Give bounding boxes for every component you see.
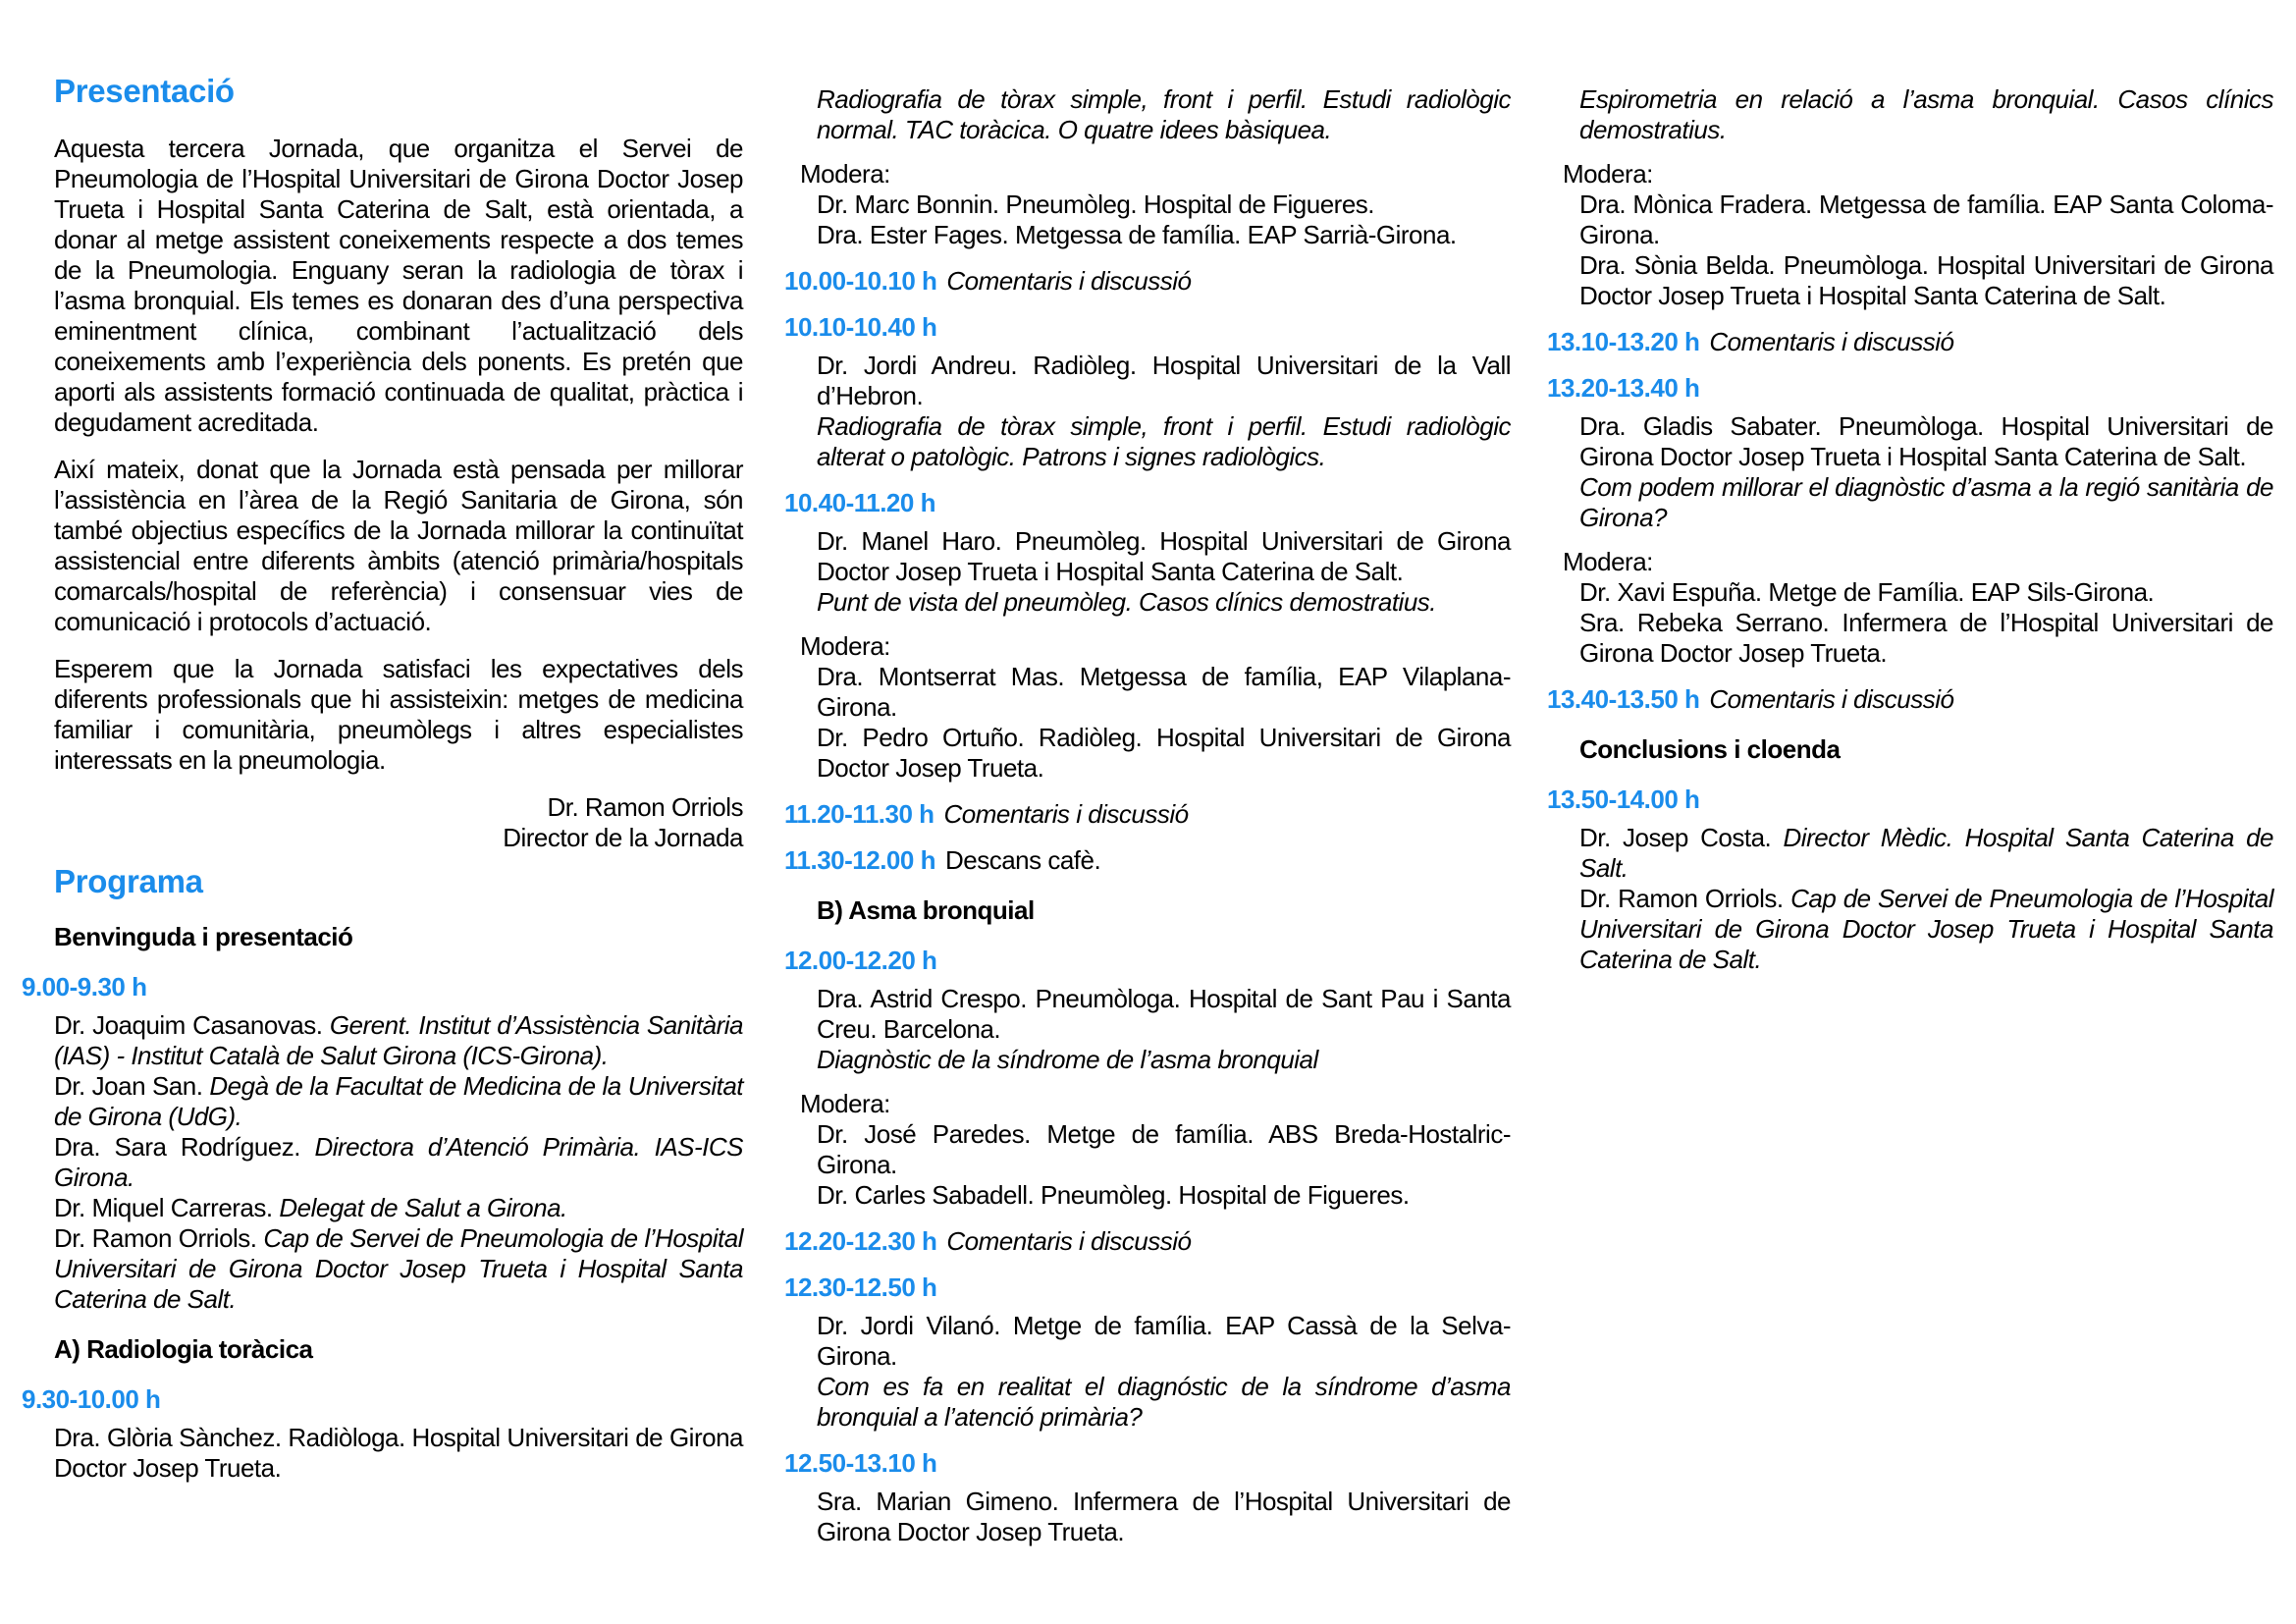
time-label-1320-1340 bbox=[1547, 373, 2273, 404]
talk-title: Punt de vista del pneumòleg. Casos clínics demostratius. bbox=[817, 587, 1437, 617]
intro-paragraph-1: Aquesta tercera Jornada, que organitza el Servei de Pneumologia de l’Hospital Universitari de Girona Doctor Josep Trueta i Hospital Santa Caterina de Salt, està orientada, a donar al metge assistent coneixements respecte a dos temes de la Pneumologia. Enguany seran la radiologia de tòrax i l’asma bronquial. Els temes es donaran des d’una perspectiva eminentment clínica, combinant l’actualització dels coneixements amb l’experiència dels ponents. Es pretén que aporti als assistents formació continuada de qualitat, pràctica i degudament acreditada. bbox=[54, 134, 743, 437]
speaker-name: Dr. Ramon Orriols. bbox=[1579, 884, 1791, 913]
program-entry: Dra. Glòria Sànchez. Radiòloga. Hospital Universitari de Girona Doctor Josep Trueta. bbox=[54, 1423, 743, 1483]
time-label-1000-1010 bbox=[784, 266, 1511, 297]
signature-block bbox=[54, 792, 743, 853]
time-text: 10.00-10.10 h bbox=[784, 266, 937, 296]
time-text: 9.00-9.30 h bbox=[22, 972, 147, 1001]
signature-name: Dr. Ramon Orriols bbox=[547, 792, 743, 822]
talk-title: Com es fa en realitat el diagnóstic de la síndrome d’asma bronquial a l’atenció primària? bbox=[817, 1372, 1511, 1432]
speaker-name: Dra. Sara Rodríguez. bbox=[54, 1132, 315, 1162]
break-note: Descans cafè. bbox=[944, 845, 1101, 875]
time-label-1350-1400 bbox=[1547, 785, 2273, 815]
program-entry bbox=[54, 1010, 743, 1071]
program-entry: Dra. Astrid Crespo. Pneumòloga. Hospital de Sant Pau i Santa Creu. Barcelona. bbox=[817, 984, 1511, 1044]
speaker-name: Dr. Miquel Carreras. bbox=[54, 1193, 280, 1222]
intro-paragraph-2: Així mateix, donat que la Jornada està pensada per millorar l’assistència en l’àrea de la Regió Sanitaria de Girona, són també objectius específics de la Jornada millorar la continuïtat assistencial entre diferents àmbits (atenció primària/hospitals comarcals/hospital de referència) i consensuar vies de comunicació i protocols d’actuació. bbox=[54, 455, 743, 636]
column-programa-mati bbox=[784, 0, 1511, 1547]
program-entry bbox=[1579, 823, 2273, 884]
discussion-note: Comentaris i discussió bbox=[946, 1226, 1192, 1256]
speaker-role: Gerent. Institut d’Assistència Sanitària (IAS) - Institut Català de Salut Girona (ICS-Girona). bbox=[54, 1010, 744, 1070]
column-programa-tarda bbox=[1547, 0, 2273, 975]
time-label-930-1000 bbox=[22, 1384, 743, 1415]
discussion-note: Comentaris i discussió bbox=[946, 266, 1192, 296]
moderator-entry: Dra. Mònica Fradera. Metgessa de família. EAP Santa Coloma-Girona. bbox=[1579, 189, 2273, 249]
time-text: 12.30-12.50 h bbox=[784, 1272, 937, 1302]
time-text: 12.50-13.10 h bbox=[784, 1448, 937, 1478]
subhead-radiologia-toracica: A) Radiologia toràcica bbox=[54, 1334, 313, 1364]
modera-label: Modera: bbox=[800, 159, 890, 189]
time-text: 13.50-14.00 h bbox=[1547, 785, 1700, 814]
subhead-conclusions: Conclusions i cloenda bbox=[1579, 734, 1841, 764]
moderator-entry: Dr. Carles Sabadell. Pneumòleg. Hospital de Figueres. bbox=[817, 1180, 1410, 1210]
speaker-role: Cap de Servei de Pneumologia de l’Hospital Universitari de Girona Doctor Josep Trueta i Hospital Santa Caterina de Salt. bbox=[1579, 884, 2273, 974]
subhead-asma-bronquial: B) Asma bronquial bbox=[817, 895, 1035, 925]
program-entry bbox=[54, 1071, 743, 1132]
intro-paragraph-3: Esperem que la Jornada satisfaci les expectatives dels diferents professionals que hi assisteixin: metges de medicina familiar i comunitària, pneumòlegs i altres especialistes interessats en la pneumologia. bbox=[54, 654, 743, 775]
time-text: 11.30-12.00 h bbox=[784, 845, 935, 875]
discussion-note: Comentaris i discussió bbox=[1709, 684, 1954, 714]
modera-label: Modera: bbox=[1563, 547, 1653, 576]
talk-title: Diagnòstic de la síndrome de l’asma bronquial bbox=[817, 1045, 1318, 1074]
speaker-name: Dr. Josep Costa. bbox=[1579, 823, 1784, 852]
time-text: 12.20-12.30 h bbox=[784, 1226, 937, 1256]
section-heading-presentacio: Presentació bbox=[54, 73, 235, 109]
time-text: 12.00-12.20 h bbox=[784, 946, 937, 975]
moderator-entry: Dr. Pedro Ortuño. Radiòleg. Hospital Universitari de Girona Doctor Josep Trueta. bbox=[817, 723, 1511, 783]
program-entry: Dr. Jordi Vilanó. Metge de família. EAP Cassà de la Selva-Girona. bbox=[817, 1311, 1511, 1371]
moderator-entry: Dr. Marc Bonnin. Pneumòleg. Hospital de Figueres. bbox=[817, 189, 1375, 219]
moderator-entry: Dra. Ester Fages. Metgessa de família. EAP Sarrià-Girona. bbox=[817, 220, 1457, 249]
time-text: 13.10-13.20 h bbox=[1547, 327, 1700, 356]
time-label-1340-1350 bbox=[1547, 684, 2273, 715]
speaker-role: Director Mèdic. Hospital Santa Caterina de Salt. bbox=[1579, 823, 2273, 883]
modera-label: Modera: bbox=[1563, 159, 1653, 189]
program-entry: Dra. Gladis Sabater. Pneumòloga. Hospital Universitari de Girona Doctor Josep Trueta i Hospital Santa Caterina de Salt. bbox=[1579, 411, 2273, 471]
time-text: 10.40-11.20 h bbox=[784, 488, 935, 517]
modera-label: Modera: bbox=[800, 1089, 890, 1118]
time-label-1130-1200 bbox=[784, 845, 1511, 876]
time-text: 13.40-13.50 h bbox=[1547, 684, 1700, 714]
time-text: 11.20-11.30 h bbox=[784, 799, 934, 829]
program-entry: Dr. Manel Haro. Pneumòleg. Hospital Universitari de Girona Doctor Josep Trueta i Hospital Santa Caterina de Salt. bbox=[817, 526, 1511, 586]
speaker-name: Dr. Ramon Orriols. bbox=[54, 1223, 264, 1253]
moderator-entry: Dr. José Paredes. Metge de família. ABS Breda-Hostalric-Girona. bbox=[817, 1119, 1511, 1179]
discussion-note: Comentaris i discussió bbox=[1709, 327, 1954, 356]
time-label-1010-1040 bbox=[784, 312, 1511, 343]
program-entry bbox=[54, 1132, 743, 1193]
time-label-1310-1320 bbox=[1547, 327, 2273, 357]
time-label-1040-1120 bbox=[784, 488, 1511, 518]
time-label-1250-1310 bbox=[784, 1448, 1511, 1479]
time-label-1220-1230 bbox=[784, 1226, 1511, 1257]
talk-title: Com podem millorar el diagnòstic d’asma a la regió sanitària de Girona? bbox=[1579, 472, 2273, 532]
program-entry bbox=[1579, 884, 2273, 975]
program-entry bbox=[54, 1193, 743, 1223]
talk-title-continuation: Espirometria en relació a l’asma bronquial. Casos clínics demostratius. bbox=[1579, 84, 2273, 144]
time-text: 10.10-10.40 h bbox=[784, 312, 937, 342]
program-entry: Sra. Marian Gimeno. Infermera de l’Hospital Universitari de Girona Doctor Josep Trueta. bbox=[817, 1487, 1511, 1546]
time-label-1230-1250 bbox=[784, 1272, 1511, 1303]
speaker-role: Delegat de Salut a Girona. bbox=[279, 1193, 567, 1222]
moderator-entry: Sra. Rebeka Serrano. Infermera de l’Hospital Universitari de Girona Doctor Josep Trueta. bbox=[1579, 608, 2273, 668]
moderator-entry: Dra. Montserrat Mas. Metgessa de família, EAP Vilaplana-Girona. bbox=[817, 662, 1511, 722]
time-text: 13.20-13.40 h bbox=[1547, 373, 1700, 403]
speaker-role: Cap de Servei de Pneumologia de l’Hospital Universitari de Girona Doctor Josep Trueta i Hospital Santa Caterina de Salt. bbox=[54, 1223, 743, 1314]
speaker-name: Dr. Joan San. bbox=[54, 1071, 210, 1101]
moderator-entry: Dr. Xavi Espuña. Metge de Família. EAP Sils-Girona. bbox=[1579, 577, 2155, 607]
time-text: 9.30-10.00 h bbox=[22, 1384, 161, 1414]
subhead-benvinguda: Benvinguda i presentació bbox=[54, 922, 353, 951]
column-presentacio-programa bbox=[22, 0, 743, 1484]
talk-title: Radiografia de tòrax simple, front i perfil. Estudi radiològic alterat o patològic. Patrons i signes radiològics. bbox=[817, 411, 1511, 471]
talk-title-continuation: Radiografia de tòrax simple, front i perfil. Estudi radiològic normal. TAC toràcica. O quatre idees bàsiquea. bbox=[817, 84, 1511, 144]
time-label-1120-1130 bbox=[784, 799, 1511, 830]
speaker-role: Degà de la Facultat de Medicina de la Universitat de Girona (UdG). bbox=[54, 1071, 744, 1131]
discussion-note: Comentaris i discussió bbox=[943, 799, 1189, 829]
time-label-900-930 bbox=[22, 972, 743, 1002]
time-label-1200-1220 bbox=[784, 946, 1511, 976]
speaker-name: Dr. Joaquim Casanovas. bbox=[54, 1010, 330, 1040]
speaker-role: Directora d’Atenció Primària. IAS-ICS Girona. bbox=[54, 1132, 743, 1192]
moderator-entry: Dra. Sònia Belda. Pneumòloga. Hospital Universitari de Girona Doctor Josep Trueta i Hospital Santa Caterina de Salt. bbox=[1579, 250, 2273, 310]
program-entry bbox=[54, 1223, 743, 1315]
section-heading-programa: Programa bbox=[54, 863, 203, 899]
signature-role: Director de la Jornada bbox=[503, 823, 743, 852]
modera-label: Modera: bbox=[800, 631, 890, 661]
program-entry: Dr. Jordi Andreu. Radiòleg. Hospital Universitari de la Vall d’Hebron. bbox=[817, 351, 1511, 410]
